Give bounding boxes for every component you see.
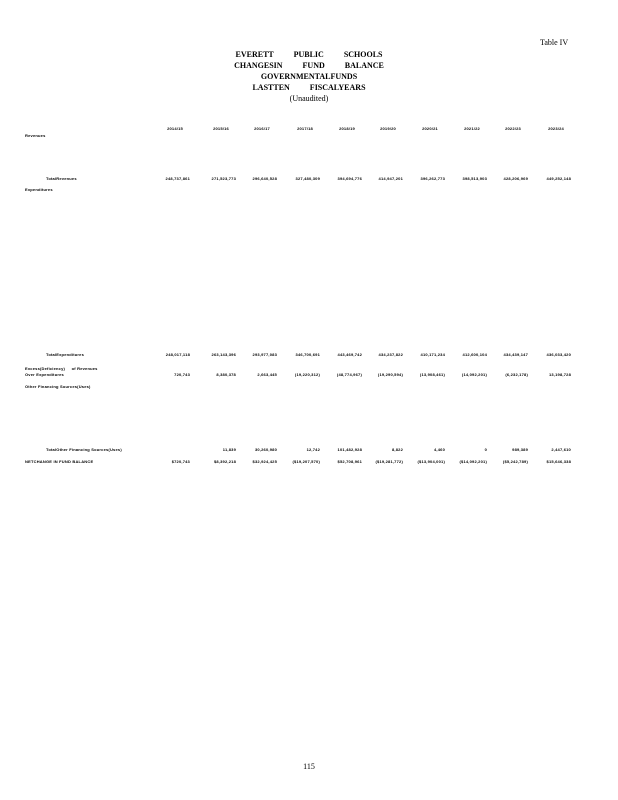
table-cell: 449,252,148 [546,176,571,181]
title-governmental: GOVERNMENTALFUNDS [260,72,358,81]
table-cell: 8,822 [391,447,403,452]
year-header: 2016/17 [254,126,270,131]
table-cell: 396,262,773 [420,176,445,181]
table-cell: 434,439,147 [503,352,528,357]
table-cell: $32,924,425 [252,459,277,464]
table-cell: 13,198,728 [548,372,571,377]
title-years: LASTTEN FISCALYEARS [252,83,366,92]
row-label-total-revenues: TotalRevenues [46,176,77,181]
table-cell: 398,513,903 [462,176,487,181]
table-cell: 989,389 [512,447,528,452]
table-cell: 436,033,420 [546,352,571,357]
title-changes: CHANGESIN FUND BALANCE [234,61,384,70]
table-cell: (48,774,967) [336,372,362,377]
table-cell: ($19,281,772) [375,459,403,464]
table-cell: 428,206,969 [503,176,528,181]
row-label-total-other-financing: TotalOther Financing Sources(Uses) [46,447,122,452]
table-cell: ($19,207,570) [292,459,320,464]
table-label: Table IV [540,38,569,47]
section-expenditures: Expenditures [25,187,53,192]
table-cell: 296,640,528 [252,176,277,181]
table-cell: (14,092,201) [461,372,487,377]
year-header: 2023/24 [548,126,564,131]
year-header: 2019/20 [380,126,396,131]
table-cell: 394,694,776 [337,176,362,181]
table-cell: ($14,092,201) [459,459,487,464]
title-district: EVERETT PUBLIC SCHOOLS [235,50,383,59]
table-cell: 271,523,773 [211,176,236,181]
section-revenues: Revenues [25,133,46,138]
table-cell: 11,839 [222,447,236,452]
year-header: 2021/22 [464,126,480,131]
table-cell: 2,447,610 [551,447,571,452]
table-cell: 443,469,742 [337,352,362,357]
table-cell: (6,232,178) [505,372,528,377]
row-label-excess-2: Over Expenditures [25,372,64,377]
title-unaudited: (Unaudited) [289,94,329,103]
year-header: 2020/21 [422,126,438,131]
table-cell: 263,143,396 [211,352,236,357]
table-cell: 12,742 [306,447,320,452]
page-number: 115 [303,762,315,771]
table-cell: 8,380,378 [216,372,236,377]
section-other-financing: Other Financing Sources(Uses) [25,384,91,389]
table-cell: 248,737,861 [165,176,190,181]
row-label-excess-1: Excess(Deficiency) of Revenues [25,366,98,371]
table-cell: 293,977,083 [252,352,277,357]
table-cell: 720,743 [174,372,190,377]
row-label-net-change: NETCHANGE IN FUND BALANCE [25,459,94,464]
table-cell: 412,600,104 [462,352,487,357]
table-cell: $720,743 [171,459,190,464]
table-cell: 414,947,201 [378,176,403,181]
table-cell: ($13,904,001) [417,459,445,464]
table-cell: $8,392,218 [213,459,236,464]
table-cell: $52,708,961 [337,459,362,464]
table-cell: 4,460 [433,447,445,452]
table-cell: (19,290,594) [377,372,403,377]
year-header: 2022/23 [505,126,521,131]
year-header: 2017/18 [297,126,313,131]
year-header: 2018/19 [339,126,355,131]
table-cell: 2,663,445 [257,372,277,377]
table-cell: 248,017,118 [165,352,190,357]
table-cell: 327,480,309 [295,176,320,181]
table-cell: 0 [484,447,487,452]
table-cell: 410,171,234 [420,352,445,357]
table-cell: (13,908,461) [419,372,445,377]
row-label-total-expenditures: TotalExpenditures [46,352,84,357]
year-header: 2014/15 [167,126,183,131]
year-header: 2015/16 [213,126,229,131]
table-cell: 346,700,691 [295,352,320,357]
table-cell: 434,237,822 [378,352,403,357]
table-cell: $15,646,338 [546,459,571,464]
table-cell: 101,482,928 [337,447,362,452]
table-cell: ($5,242,789) [502,459,528,464]
table-cell: 30,260,980 [254,447,277,452]
table-cell: (19,220,312) [294,372,320,377]
